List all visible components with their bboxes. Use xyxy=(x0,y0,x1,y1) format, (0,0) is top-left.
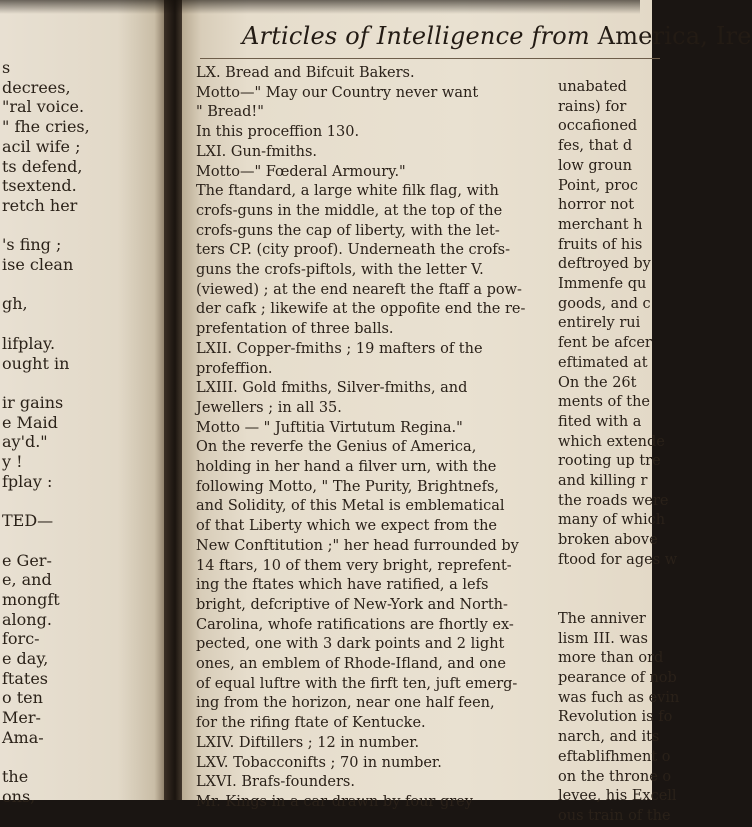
left-page-line: e Ger- xyxy=(2,550,52,570)
column-two-line: The anniver xyxy=(558,610,646,627)
left-page-line: ons, xyxy=(2,786,36,806)
column-two-line: On the 26t xyxy=(558,374,637,391)
left-page xyxy=(0,0,168,806)
article-line: Jewellers ; in all 35. xyxy=(196,399,342,416)
article-line: crofs-guns in the middle, at the top of the xyxy=(196,202,503,219)
left-page-line: the xyxy=(2,767,29,787)
column-two-line: horror not xyxy=(558,197,635,214)
article-line: guns the crofs-piftols, with the letter V. xyxy=(196,262,484,278)
column-two-line: goods, and c xyxy=(558,295,651,312)
article-line: In this proceffion 130. xyxy=(196,124,360,141)
article-line: LXIV. Diftillers ; 12 in number. xyxy=(196,734,420,751)
article-line: holding in her hand a filver urn, with the xyxy=(196,459,497,475)
left-page-line: y ! xyxy=(2,452,23,471)
article-line: ones, an emblem of Rhode-Ifland, and one xyxy=(196,656,506,672)
article-line: of that Liberty which we expect from the xyxy=(196,518,498,535)
column-two-line: levee, his Excell xyxy=(558,788,677,805)
left-page-line: ir gains xyxy=(2,392,64,412)
header-rule xyxy=(200,58,660,59)
left-page-line: gh, xyxy=(2,294,28,314)
left-page-line: lifplay. xyxy=(2,333,56,353)
column-two-line: and killing r xyxy=(558,473,648,489)
article-line: Carolina, whofe ratifications are fhortly ex- xyxy=(196,616,514,633)
article-line: 14 ftars, 10 of them very bright, reprefent- xyxy=(196,557,512,574)
column-two-line: the roads were xyxy=(558,492,669,509)
article-line: LXII. Copper-fmiths ; 19 mafters of the xyxy=(196,340,483,357)
page-header-title xyxy=(242,22,752,50)
left-page-line: ise clean xyxy=(2,255,74,274)
article-line: crofs-guns the cap of liberty, with the let- xyxy=(196,222,500,239)
article-line: Motto — " Juftitia Virtutum Regina." xyxy=(196,419,463,436)
column-two-line: was fuch as evin xyxy=(558,689,680,706)
article-line: The ftandard, a large white filk flag, with xyxy=(196,183,499,200)
column-two-line: occafioned xyxy=(558,118,638,135)
left-page-line: ftates xyxy=(2,668,48,688)
article-line: LXVI. Brafs-founders. xyxy=(196,774,355,791)
article-line: On the reverfe the Genius of America, xyxy=(196,439,477,456)
header-title-upright: America, Ire xyxy=(597,22,752,50)
left-page-line: "ral voice. xyxy=(2,97,85,117)
left-page-line: e Maid xyxy=(2,412,58,432)
left-page-line: o ten xyxy=(2,688,43,708)
article-line: Mr. Kings in a car drawn by four grey xyxy=(196,793,473,810)
left-page-line: decrees, xyxy=(2,77,71,97)
article-line: LXV. Tobacconifts ; 70 in number. xyxy=(196,754,442,771)
left-page-line: 's fing ; xyxy=(2,235,62,255)
left-page-line: ts defend, xyxy=(2,156,83,176)
article-line: following Motto, " The Purity, Brightnefs, xyxy=(196,478,500,495)
left-page-line: TED— xyxy=(2,511,54,531)
article-line: ters CP. (city proof). Underneath the crofs- xyxy=(196,242,511,259)
column-two-line: merchant h xyxy=(558,216,643,233)
article-line: for the rifing ftate of Kentucke. xyxy=(196,715,426,732)
column-two-line: pearance of nob xyxy=(558,670,677,686)
column-two-line: Revolution is fo xyxy=(558,709,673,726)
column-two-line: unabated xyxy=(558,79,627,95)
left-page-line: acil wife ; xyxy=(2,136,81,156)
column-two-line: eftimated at xyxy=(558,354,648,371)
column-two-line: many of which xyxy=(558,512,666,529)
column-two-line: deftroyed by xyxy=(558,256,651,273)
left-page-line: along. xyxy=(2,609,52,629)
column-two-line: entirely rui xyxy=(558,315,641,332)
article-line: of equal luftre with the firft ten, juft emerg- xyxy=(196,675,518,692)
article-line: der cafk ; likewife at the oppofite end the re- xyxy=(196,301,526,318)
left-page-line: retch her xyxy=(2,195,78,215)
column-two-line: lism III. was xyxy=(558,630,648,647)
left-page-line: ay'd." xyxy=(2,432,48,452)
column-two-line: more than ord xyxy=(558,650,664,667)
left-page-line: Mer- xyxy=(2,708,41,728)
column-two-line: which extende xyxy=(558,433,665,450)
left-page-line: forc- xyxy=(2,629,40,649)
left-page-line: e, and xyxy=(2,570,52,590)
left-page-line: ought in xyxy=(2,353,70,373)
column-two-line: low groun xyxy=(558,157,633,174)
left-page-line: " fhe cries, xyxy=(2,117,90,137)
column-two-line: Point, proc xyxy=(558,177,638,194)
article-line: Motto—" May our Country never want xyxy=(196,84,479,101)
article-line: " Bread!" xyxy=(196,104,264,121)
article-line: LXIII. Gold fmiths, Silver-fmiths, and xyxy=(196,380,468,397)
article-line: prefentation of three balls. xyxy=(196,321,394,338)
column-two-line: ftood for ages w xyxy=(558,551,678,568)
left-page-line: s xyxy=(2,58,11,77)
column-two-line: narch, and its xyxy=(558,729,660,746)
article-line: pected, one with 3 dark points and 2 light xyxy=(196,636,505,653)
article-line: New Conftitution ;" her head furrounded by xyxy=(196,537,519,554)
article-line: LX. Bread and Bifcuit Bakers. xyxy=(196,65,415,81)
column-two-line: fes, that d xyxy=(558,138,633,155)
column-two-line: ments of the xyxy=(558,394,650,411)
left-page-line: Ama- xyxy=(2,727,44,747)
left-page-line: mongft xyxy=(2,589,60,609)
column-two-line: Immenfe qu xyxy=(558,276,647,292)
article-line: LXI. Gun-fmiths. xyxy=(196,143,318,160)
column-two-line: ous train of the xyxy=(558,807,671,824)
column-two-line: fited with a xyxy=(558,413,642,430)
left-page-line: tsextend. xyxy=(2,176,77,196)
article-line: (viewed) ; at the end neareft the ftaff a pow- xyxy=(196,281,522,298)
column-two-line: rains) for xyxy=(558,98,627,115)
article-line: and Solidity, of this Metal is emblematical xyxy=(196,498,505,515)
column-two-line: fent be afcer xyxy=(558,335,652,352)
article-line: ing from the horizon, near one half feen, xyxy=(196,695,495,712)
article-line: profeffion. xyxy=(196,360,273,377)
header-title-italic: Articles of Intelligence from xyxy=(242,22,590,50)
left-page-line: e day, xyxy=(2,649,49,668)
right-page xyxy=(182,0,752,824)
article-line: bright, defcriptive of New-York and North- xyxy=(196,596,508,613)
left-page-line: fplay : xyxy=(2,471,53,491)
column-two-line: eftablifhment o xyxy=(558,748,671,765)
article-line: Motto—" Fœderal Armoury." xyxy=(196,163,406,180)
column-two-line: broken above xyxy=(558,532,658,549)
article-line: ing the ftates which have ratified, a lefs xyxy=(196,577,489,594)
column-two-line: rooting up tre xyxy=(558,453,661,470)
column-two-line: fruits of his xyxy=(558,236,643,253)
column-two-line: on the throne o xyxy=(558,768,672,785)
top-shadow xyxy=(0,0,640,14)
